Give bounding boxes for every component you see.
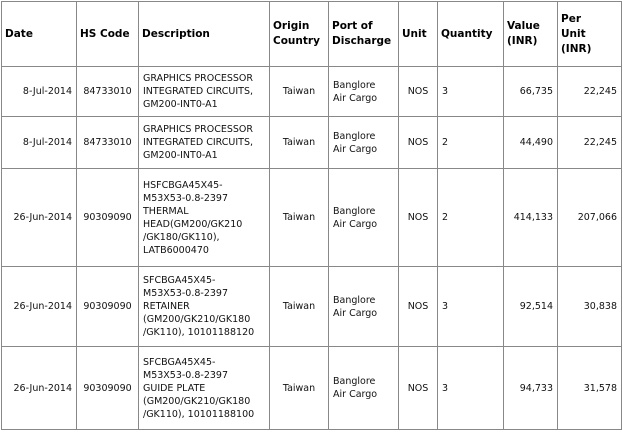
header-date: Date — [2, 2, 77, 67]
header-unit: Unit — [399, 2, 438, 67]
cell-quantity: 2 — [438, 117, 504, 169]
cell-description: GRAPHICS PROCESSOR INTEGRATED CIRCUITS, GM200-INT0-A1 — [139, 117, 270, 169]
cell-value: 66,735 — [504, 67, 558, 117]
cell-date: 26-Jun-2014 — [2, 267, 77, 347]
cell-quantity: 3 — [438, 347, 504, 430]
table-row — [2, 169, 622, 267]
cell-per-unit: 22,245 — [558, 117, 622, 169]
header-value: Value (INR) — [504, 2, 558, 67]
cell-value: 44,490 — [504, 117, 558, 169]
header-origin-country: Origin Country — [270, 2, 329, 67]
cell-quantity: 2 — [438, 169, 504, 267]
cell-quantity: 3 — [438, 67, 504, 117]
header-port-of-discharge: Port of Discharge — [329, 2, 399, 67]
cell-origin: Taiwan — [270, 117, 329, 169]
cell-port: Banglore Air Cargo — [329, 67, 399, 117]
header-per-unit: Per Unit (INR) — [558, 2, 622, 67]
cell-description: HSFCBGA45X45- M53X53-0.8-2397 THERMAL HEAD(GM200/GK210 /GK180/GK110), LATB6000470 — [139, 169, 270, 267]
cell-date: 26-Jun-2014 — [2, 169, 77, 267]
cell-port: Banglore Air Cargo — [329, 267, 399, 347]
cell-unit: NOS — [399, 347, 438, 430]
cell-date: 8-Jul-2014 — [2, 117, 77, 169]
cell-date: 26-Jun-2014 — [2, 347, 77, 430]
cell-per-unit: 207,066 — [558, 169, 622, 267]
cell-hs-code: 90309090 — [77, 169, 139, 267]
cell-description: SFCBGA45X45- M53X53-0.8-2397 GUIDE PLATE (GM200/GK210/GK180 /GK110), 10101188100 — [139, 347, 270, 430]
cell-unit: NOS — [399, 267, 438, 347]
cell-port: Banglore Air Cargo — [329, 347, 399, 430]
table-row — [2, 117, 622, 169]
table-row — [2, 267, 622, 347]
cell-unit: NOS — [399, 117, 438, 169]
cell-hs-code: 90309090 — [77, 267, 139, 347]
table-header-row — [2, 2, 622, 67]
cell-per-unit: 30,838 — [558, 267, 622, 347]
cell-quantity: 3 — [438, 267, 504, 347]
cell-origin: Taiwan — [270, 347, 329, 430]
cell-origin: Taiwan — [270, 67, 329, 117]
cell-hs-code: 90309090 — [77, 347, 139, 430]
cell-unit: NOS — [399, 169, 438, 267]
cell-origin: Taiwan — [270, 267, 329, 347]
cell-per-unit: 31,578 — [558, 347, 622, 430]
cell-description: GRAPHICS PROCESSOR INTEGRATED CIRCUITS, GM200-INT0-A1 — [139, 67, 270, 117]
cell-value: 94,733 — [504, 347, 558, 430]
import-records-table — [1, 1, 622, 430]
cell-description: SFCBGA45X45- M53X53-0.8-2397 RETAINER (GM200/GK210/GK180 /GK110), 10101188120 — [139, 267, 270, 347]
cell-port: Banglore Air Cargo — [329, 169, 399, 267]
header-hs-code: HS Code — [77, 2, 139, 67]
cell-origin: Taiwan — [270, 169, 329, 267]
header-description: Description — [139, 2, 270, 67]
cell-port: Banglore Air Cargo — [329, 117, 399, 169]
table-row — [2, 67, 622, 117]
cell-per-unit: 22,245 — [558, 67, 622, 117]
cell-unit: NOS — [399, 67, 438, 117]
cell-value: 414,133 — [504, 169, 558, 267]
cell-hs-code: 84733010 — [77, 117, 139, 169]
import-records-table-wrapper — [1, 1, 622, 430]
cell-date: 8-Jul-2014 — [2, 67, 77, 117]
header-quantity: Quantity — [438, 2, 504, 67]
table-row — [2, 347, 622, 430]
cell-hs-code: 84733010 — [77, 67, 139, 117]
cell-value: 92,514 — [504, 267, 558, 347]
